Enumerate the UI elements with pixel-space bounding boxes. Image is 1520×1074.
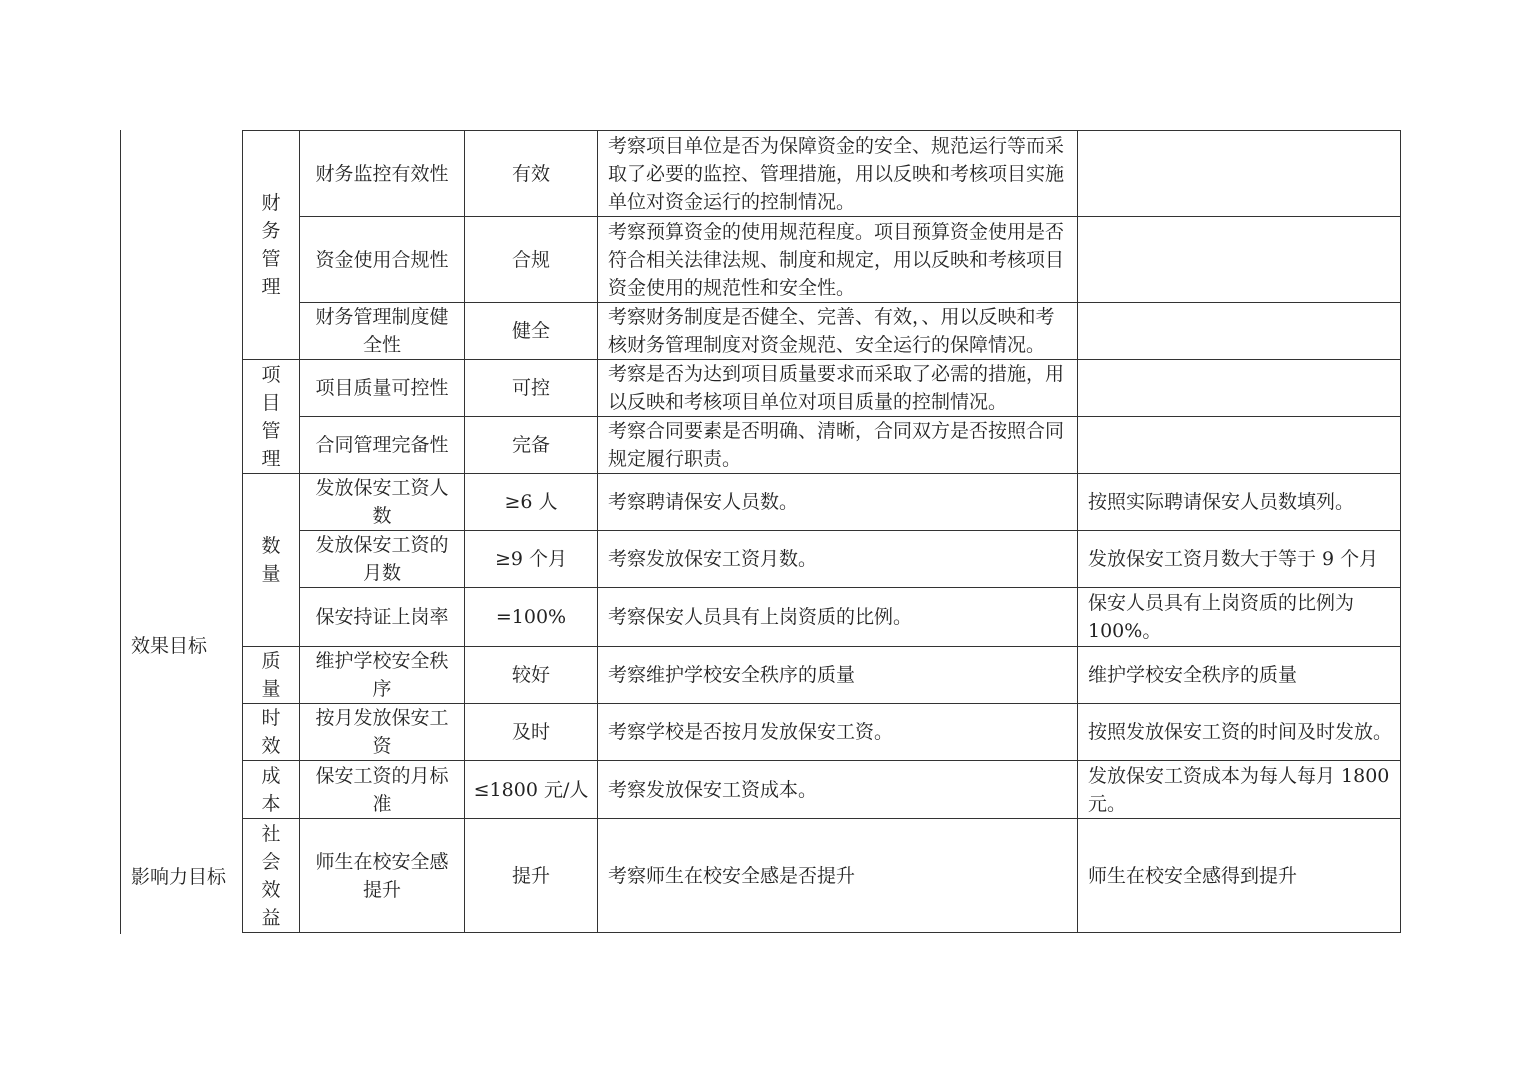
category-column-left-border — [120, 130, 121, 934]
indicator-cell: 师生在校安全感提升 — [300, 819, 465, 933]
section-cell-social — [243, 819, 300, 933]
value-cell: 合规 — [465, 217, 598, 303]
section-label-quality: 质量 — [261, 650, 281, 700]
table-row — [243, 761, 1401, 819]
description-cell: 考察发放保安工资成本。 — [598, 761, 1078, 819]
indicator-cell: 资金使用合规性 — [300, 217, 465, 303]
table-row — [243, 303, 1401, 360]
standard-cell: 保安人员具有上岗资质的比例为 100%。 — [1078, 588, 1401, 647]
value-cell: 完备 — [465, 417, 598, 474]
section-cell-quantity — [243, 474, 300, 647]
description-cell: 考察合同要素是否明确、清晰，合同双方是否按照合同规定履行职责。 — [598, 417, 1078, 474]
table-row — [243, 474, 1401, 531]
description-cell: 考察预算资金的使用规范程度。项目预算资金使用是否符合相关法律法规、制度和规定，用以反映和考核项目资金使用的规范性和安全性。 — [598, 217, 1078, 303]
indicator-cell: 发放保安工资人数 — [300, 474, 465, 531]
performance-indicator-table — [242, 130, 1401, 933]
description-cell: 考察财务制度是否健全、完善、有效，、用以反映和考核财务管理制度对资金规范、安全运行的保障情况。 — [598, 303, 1078, 360]
table-row — [243, 704, 1401, 761]
value-cell: =100% — [465, 588, 598, 647]
standard-cell — [1078, 360, 1401, 417]
indicator-cell: 合同管理完备性 — [300, 417, 465, 474]
section-cell-quality — [243, 647, 300, 704]
indicator-cell: 按月发放保安工资 — [300, 704, 465, 761]
value-cell: 较好 — [465, 647, 598, 704]
description-cell: 考察维护学校安全秩序的质量 — [598, 647, 1078, 704]
standard-cell — [1078, 417, 1401, 474]
value-cell: 提升 — [465, 819, 598, 933]
table-row — [243, 360, 1401, 417]
standard-cell — [1078, 303, 1401, 360]
section-cell-project — [243, 360, 300, 474]
category-label-influence: 影响力目标 — [131, 866, 227, 888]
table-row — [243, 531, 1401, 588]
table-row — [243, 588, 1401, 647]
description-cell: 考察保安人员具有上岗资质的比例。 — [598, 588, 1078, 647]
value-cell: 及时 — [465, 704, 598, 761]
section-cell-cost — [243, 761, 300, 819]
indicator-cell: 保安工资的月标准 — [300, 761, 465, 819]
indicator-cell: 财务监控有效性 — [300, 131, 465, 217]
table-row — [243, 417, 1401, 474]
section-label-timeliness: 时效 — [261, 707, 281, 757]
section-cell-timeliness — [243, 704, 300, 761]
description-cell: 考察学校是否按月发放保安工资。 — [598, 704, 1078, 761]
standard-cell: 按照发放保安工资的时间及时发放。 — [1078, 704, 1401, 761]
description-cell: 考察发放保安工资月数。 — [598, 531, 1078, 588]
value-cell: ≥9 个月 — [465, 531, 598, 588]
standard-cell — [1078, 131, 1401, 217]
description-cell: 考察聘请保安人员数。 — [598, 474, 1078, 531]
value-cell: ≥6 人 — [465, 474, 598, 531]
section-label-project: 项目管理 — [261, 363, 281, 470]
value-cell: 健全 — [465, 303, 598, 360]
standard-cell: 按照实际聘请保安人员数填列。 — [1078, 474, 1401, 531]
table-row — [243, 131, 1401, 217]
value-cell: 可控 — [465, 360, 598, 417]
description-cell: 考察是否为达到项目质量要求而采取了必需的措施，用以反映和考核项目单位对项目质量的控制情况。 — [598, 360, 1078, 417]
standard-cell: 发放保安工资月数大于等于 9 个月 — [1078, 531, 1401, 588]
section-label-finance: 财务管理 — [261, 192, 281, 298]
standard-cell: 维护学校安全秩序的质量 — [1078, 647, 1401, 704]
standard-cell: 发放保安工资成本为每人每月 1800 元。 — [1078, 761, 1401, 819]
indicator-cell: 维护学校安全秩序 — [300, 647, 465, 704]
section-cell-finance — [243, 131, 300, 360]
indicator-cell: 发放保安工资的月数 — [300, 531, 465, 588]
value-cell: 有效 — [465, 131, 598, 217]
section-label-cost: 成本 — [261, 764, 281, 815]
standard-cell: 师生在校安全感得到提升 — [1078, 819, 1401, 933]
indicator-cell: 项目质量可控性 — [300, 360, 465, 417]
description-cell: 考察师生在校安全感是否提升 — [598, 819, 1078, 933]
indicator-cell: 保安持证上岗率 — [300, 588, 465, 647]
table-row — [243, 647, 1401, 704]
section-label-social: 社会效益 — [261, 822, 281, 929]
value-cell: ≤1800 元/人 — [465, 761, 598, 819]
table-row — [243, 819, 1401, 933]
section-label-quantity: 数量 — [261, 535, 281, 585]
table-row — [243, 217, 1401, 303]
standard-cell — [1078, 217, 1401, 303]
indicator-cell: 财务管理制度健全性 — [300, 303, 465, 360]
category-label-effect: 效果目标 — [131, 635, 208, 657]
description-cell: 考察项目单位是否为保障资金的安全、规范运行等而采取了必要的监控、管理措施，用以反映和考核项目实施单位对资金运行的控制情况。 — [598, 131, 1078, 217]
